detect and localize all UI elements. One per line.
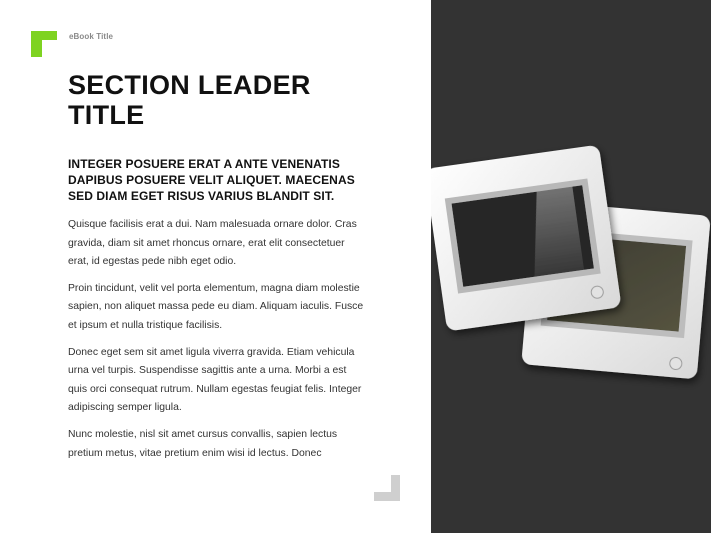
section-title: SECTION LEADER TITLE [68,70,311,130]
body-text [68,216,368,471]
front-slide [431,145,622,332]
body-paragraph: Nunc molestie, nisl sit amet cursus convallis, sapien lectus pretium metus, vitae pretium enim wisi id lectus. Donec [68,428,338,459]
body-paragraph: Quisque facilisis erat a dui. Nam malesuada ornare dolor. Cras gravida, diam sit amet rhoncus ornare, erat elit consectetuer erat, id egestas pede nibh eget odio. [68,219,357,268]
image-panel [431,0,711,533]
body-paragraph: Proin tincidunt, velit vel porta elementum, magna diam molestie sapien, non aliquet massa pede eu diam. Aliquam iaculis. Fusce et ipsum et nulla tristique facilisis. [68,282,364,331]
page-corner-mark [374,475,400,501]
photo-slides-icon [431,0,711,533]
body-paragraph: Donec eget sem sit amet ligula viverra gravida. Etiam vehicula urna vel turpis. Suspendisse sagittis ante a urna. Morbi a est quis orci consequat rutrum. Nullam egestas feugiat felis. Integer adipiscing semper ligula. [68,346,362,414]
ebook-title: eBook Title [69,32,114,41]
lead-paragraph: INTEGER POSUERE ERAT A ANTE VENENATIS DAPIBUS POSUERE VELIT ALIQUET. MAECENAS SED DIAM EGET RISUS VARIUS BLANDIT SIT. [68,157,355,203]
accent-corner-mark [31,31,57,57]
